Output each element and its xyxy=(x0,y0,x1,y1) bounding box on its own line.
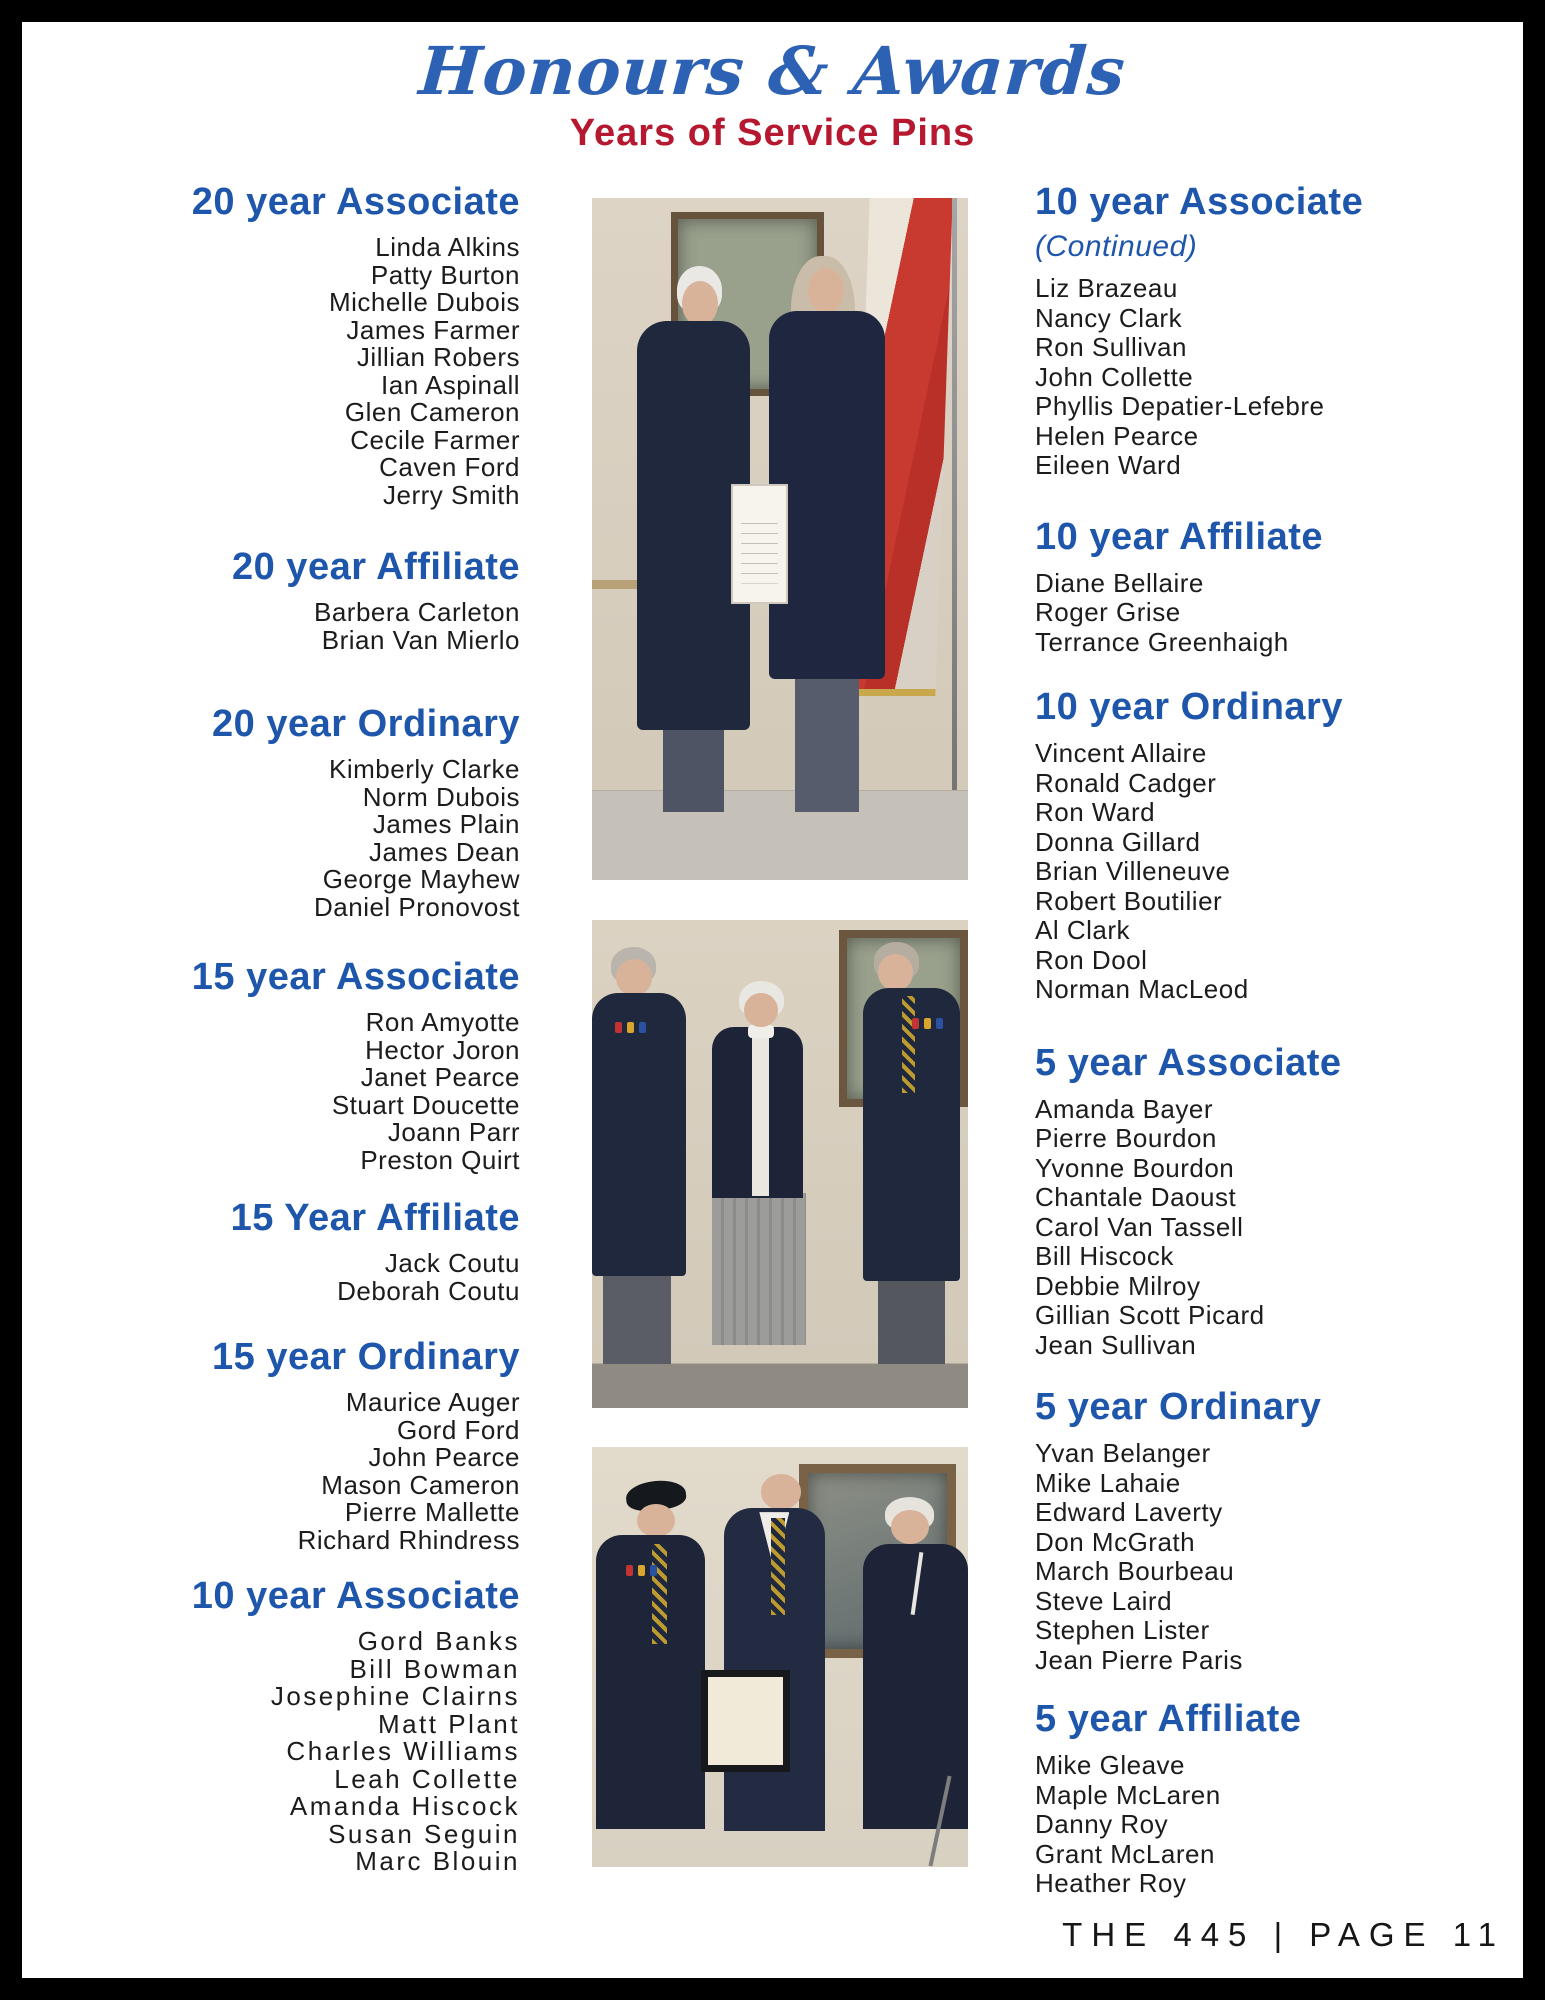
award-section xyxy=(1035,1043,1515,1361)
member-name: Michelle Dubois xyxy=(328,287,520,317)
flag-pole xyxy=(952,198,957,860)
photo-three-members xyxy=(592,920,968,1408)
page-header xyxy=(22,32,1523,154)
award-section xyxy=(98,1337,520,1554)
member-name: George Mayhew xyxy=(322,864,520,894)
member-name-list xyxy=(1035,739,1515,1005)
member-name: Amanda Bayer xyxy=(1035,1093,1213,1124)
person-figure xyxy=(603,1271,671,1364)
award-section xyxy=(1035,1387,1515,1675)
section-heading: 15 year Associate xyxy=(191,956,520,998)
striped-tie xyxy=(902,996,915,1094)
member-name: Bill Bowman xyxy=(349,1653,520,1684)
member-name: James Dean xyxy=(369,836,520,867)
section-heading: 15 year Ordinary xyxy=(212,1336,520,1378)
member-name: Amanda Hiscock xyxy=(289,1791,520,1821)
member-name: Nancy Clark xyxy=(1035,302,1183,333)
member-name-list xyxy=(1035,1751,1515,1899)
page xyxy=(22,22,1523,1978)
award-section xyxy=(1035,687,1515,1005)
member-name: Mason Cameron xyxy=(321,1469,520,1500)
member-name: Pierre Bourdon xyxy=(1035,1123,1217,1153)
section-heading: 5 year Ordinary xyxy=(1035,1386,1322,1428)
member-name: Brian Villeneuve xyxy=(1035,856,1231,886)
person-figure xyxy=(752,1035,769,1196)
member-name: Norman MacLeod xyxy=(1035,974,1249,1004)
person-figure xyxy=(637,1504,675,1538)
member-name: Norm Dubois xyxy=(362,781,520,812)
member-name: Ron Dool xyxy=(1035,944,1148,975)
photo-framed-certificate xyxy=(592,1447,968,1867)
section-continued-note: (Continued) xyxy=(1035,230,1198,263)
member-name: Steve Laird xyxy=(1035,1585,1173,1616)
person-figure xyxy=(616,959,652,996)
striped-tie xyxy=(771,1518,785,1615)
member-name: Yvonne Bourdon xyxy=(1035,1152,1235,1183)
section-heading: 10 year Ordinary xyxy=(1035,686,1343,728)
member-name: Debbie Milroy xyxy=(1035,1270,1201,1301)
member-name: Robert Boutilier xyxy=(1035,885,1223,916)
member-name: Mike Lahaie xyxy=(1035,1467,1181,1498)
member-name: Richard Rhindress xyxy=(297,1524,520,1555)
section-heading: 10 year Associate xyxy=(191,1575,520,1617)
member-name: Jerry Smith xyxy=(383,479,520,510)
member-name: Don McGrath xyxy=(1035,1526,1196,1557)
award-section xyxy=(98,704,520,921)
member-name: Vincent Allaire xyxy=(1035,738,1207,768)
member-name: Preston Quirt xyxy=(360,1144,520,1175)
section-heading: 5 year Affiliate xyxy=(1035,1698,1302,1740)
member-name: Danny Roy xyxy=(1035,1809,1169,1839)
member-name: John Collette xyxy=(1035,361,1194,392)
member-name-list xyxy=(98,1389,520,1554)
member-name: Barbera Carleton xyxy=(314,597,520,627)
member-name: Deborah Coutu xyxy=(337,1275,520,1306)
member-name: Diane Bellaire xyxy=(1035,567,1204,598)
person-figure xyxy=(878,1276,946,1364)
award-section xyxy=(98,1576,520,1876)
award-section xyxy=(1035,517,1515,658)
photo-award-two-women xyxy=(592,198,968,880)
member-name: Daniel Pronovost xyxy=(314,891,520,922)
award-section xyxy=(98,547,520,654)
member-name: Roger Grise xyxy=(1035,597,1181,627)
member-name: Stuart Doucette xyxy=(331,1089,520,1120)
member-name: James Plain xyxy=(372,809,520,839)
person-figure xyxy=(682,281,718,326)
member-name: Hector Joron xyxy=(365,1034,520,1065)
member-name: Maple McLaren xyxy=(1035,1779,1221,1810)
award-section xyxy=(1035,182,1515,481)
member-name: Terrance Greenhaigh xyxy=(1035,626,1289,657)
member-name: Carol Van Tassell xyxy=(1035,1211,1244,1242)
award-section xyxy=(98,182,520,509)
left-column xyxy=(98,182,520,1876)
floor xyxy=(592,1363,968,1408)
member-name: Cecile Farmer xyxy=(350,424,520,455)
person-figure xyxy=(891,1510,929,1544)
person-figure xyxy=(761,1474,800,1510)
member-name: Chantale Daoust xyxy=(1035,1182,1237,1212)
member-name: Jean Sullivan xyxy=(1035,1329,1197,1360)
section-heading: 10 year Affiliate xyxy=(1035,515,1324,558)
member-name: Edward Laverty xyxy=(1035,1497,1223,1527)
member-name: Liz Brazeau xyxy=(1035,273,1178,303)
member-name: Gord Ford xyxy=(397,1414,520,1445)
person-figure xyxy=(878,954,914,991)
member-name: Donna Gillard xyxy=(1035,826,1201,857)
member-name: Susan Seguin xyxy=(328,1818,520,1849)
floor xyxy=(592,790,968,880)
member-name: Joann Parr xyxy=(387,1117,520,1147)
member-name: Patty Burton xyxy=(370,259,520,290)
member-name-list xyxy=(98,756,520,921)
member-name: Heather Roy xyxy=(1035,1868,1187,1898)
member-name: Glen Cameron xyxy=(344,397,520,427)
page-title: Honours & Awards xyxy=(416,32,1129,110)
framed-certificate xyxy=(701,1670,790,1772)
section-heading: 20 year Associate xyxy=(191,181,520,223)
member-name-list xyxy=(1035,1095,1515,1361)
member-name: Ron Amyotte xyxy=(365,1007,520,1037)
person-figure xyxy=(795,675,859,811)
medals xyxy=(626,1565,633,1576)
member-name-list xyxy=(98,1628,520,1876)
member-name: Ronald Cadger xyxy=(1035,767,1217,798)
member-name: Brian Van Mierlo xyxy=(321,624,520,655)
section-heading: 15 Year Affiliate xyxy=(230,1197,520,1239)
right-column xyxy=(1035,182,1515,1899)
striped-tie xyxy=(652,1544,667,1645)
person-figure xyxy=(712,1193,806,1344)
member-name: John Pearce xyxy=(368,1442,520,1472)
member-name: Charles Williams xyxy=(286,1736,520,1766)
member-name: Grant McLaren xyxy=(1035,1838,1215,1869)
award-section xyxy=(98,1198,520,1305)
member-name: Gord Banks xyxy=(357,1626,520,1656)
certificate xyxy=(731,484,788,604)
member-name: Jack Coutu xyxy=(384,1248,520,1278)
member-name: James Farmer xyxy=(346,314,520,345)
section-heading: 20 year Affiliate xyxy=(231,546,520,588)
person-figure xyxy=(744,993,778,1027)
member-name: March Bourbeau xyxy=(1035,1556,1235,1586)
member-name: Eileen Ward xyxy=(1035,450,1182,480)
member-name: Maurice Auger xyxy=(345,1387,520,1417)
member-name: Caven Ford xyxy=(379,452,520,482)
member-name: Mike Gleave xyxy=(1035,1750,1185,1780)
page-footer: THE 445 | PAGE 11 xyxy=(1062,1916,1505,1953)
member-name: Matt Plant xyxy=(377,1708,520,1739)
member-name: Al Clark xyxy=(1035,915,1131,945)
member-name: Jean Pierre Paris xyxy=(1035,1644,1243,1675)
member-name-list xyxy=(1035,274,1515,481)
member-name: Leah Collette xyxy=(334,1763,520,1794)
medals xyxy=(615,1022,622,1033)
member-name-list xyxy=(1035,1439,1515,1675)
member-name: Stephen Lister xyxy=(1035,1615,1210,1645)
page-subtitle: Years of Service Pins xyxy=(569,112,976,154)
member-name: Janet Pearce xyxy=(360,1062,520,1092)
member-name-list xyxy=(98,599,520,654)
member-name: Phyllis Depatier-Lefebre xyxy=(1035,391,1325,421)
person-figure xyxy=(592,993,686,1276)
member-name: Linda Alkins xyxy=(375,232,520,262)
member-name: Pierre Mallette xyxy=(344,1497,520,1527)
member-name: Yvan Belanger xyxy=(1035,1438,1211,1468)
person-figure xyxy=(808,268,844,313)
section-heading: 20 year Ordinary xyxy=(212,703,520,745)
member-name-list xyxy=(98,234,520,509)
member-name: Gillian Scott Picard xyxy=(1035,1300,1265,1330)
member-name: Kimberly Clarke xyxy=(329,754,520,784)
member-name-list xyxy=(1035,569,1515,658)
member-name: Bill Hiscock xyxy=(1035,1241,1174,1271)
member-name: Ron Ward xyxy=(1035,797,1156,827)
member-name: Josephine Clairns xyxy=(270,1681,520,1711)
section-heading: 10 year Associate xyxy=(1035,181,1364,223)
member-name: Ron Sullivan xyxy=(1035,332,1187,362)
member-name: Ian Aspinall xyxy=(381,369,520,400)
member-name-list xyxy=(98,1009,520,1174)
section-heading: 5 year Associate xyxy=(1035,1041,1342,1084)
member-name: Marc Blouin xyxy=(355,1846,520,1876)
member-name: Helen Pearce xyxy=(1035,420,1199,451)
member-name: Jillian Robers xyxy=(356,342,520,372)
person-figure xyxy=(596,1535,705,1829)
award-section xyxy=(1035,1699,1515,1899)
award-section xyxy=(98,957,520,1174)
member-name-list xyxy=(98,1250,520,1305)
medals xyxy=(912,1018,919,1029)
person-figure xyxy=(663,723,723,812)
